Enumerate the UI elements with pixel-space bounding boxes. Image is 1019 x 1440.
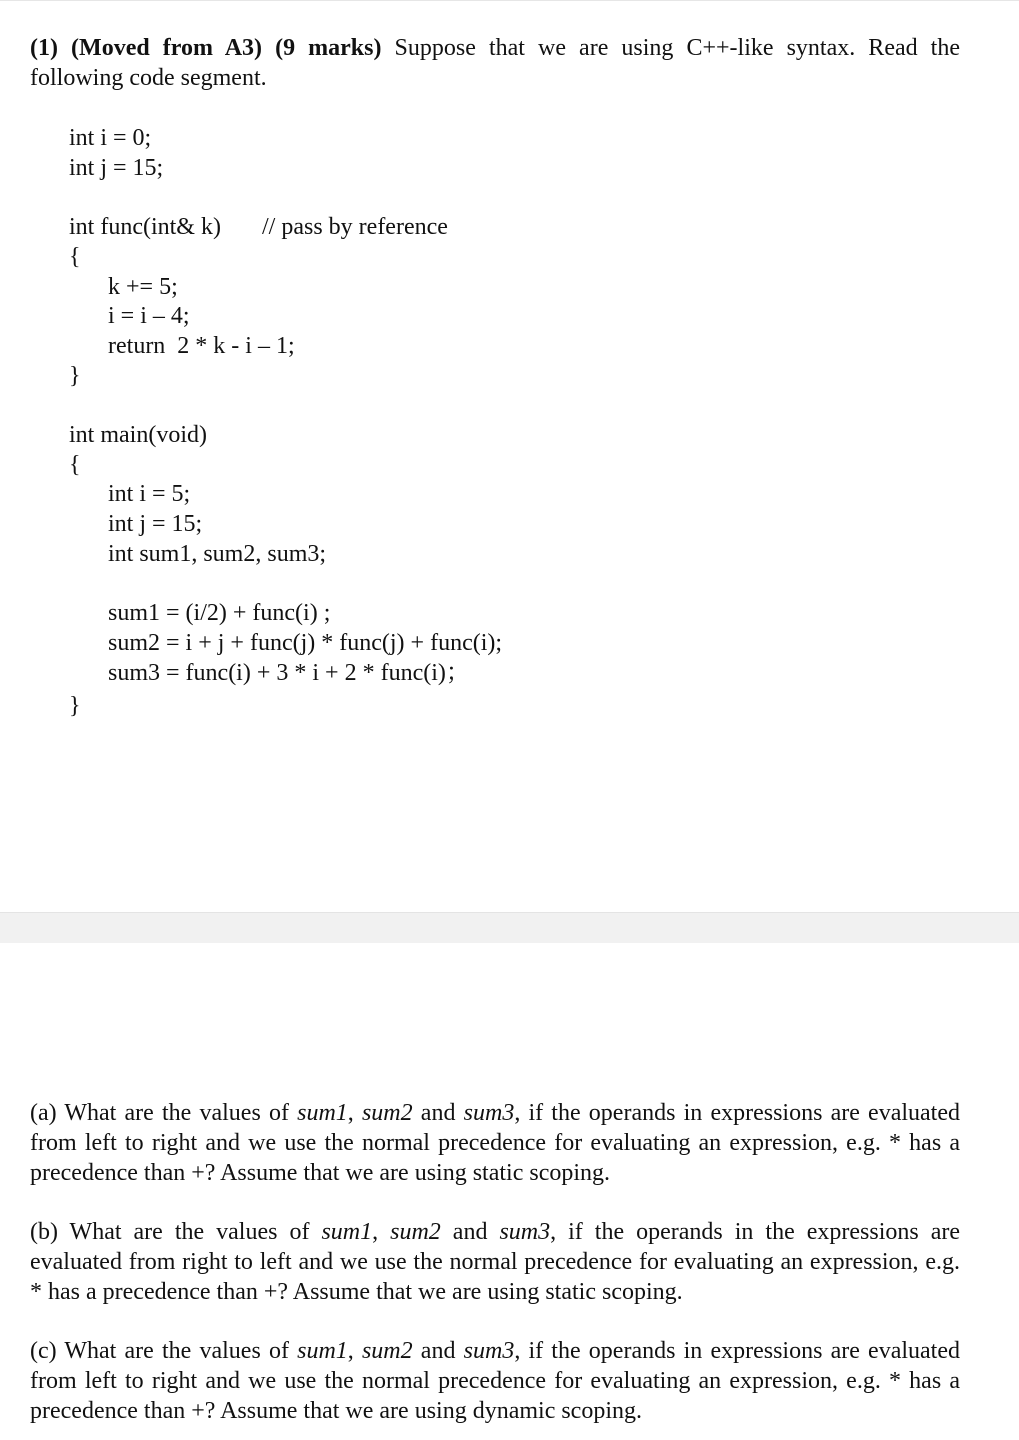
func-comment: // pass by reference [262,214,448,240]
code-line: i = i – 4; [108,303,190,329]
code-line: int i = 0; [69,125,152,151]
question-intro [30,33,960,93]
code-line: int i = 5; [108,481,191,507]
page-separator [0,912,1019,944]
code-line: return 2 * k - i – 1; [108,333,295,359]
marks-note: (9 marks) [275,35,382,61]
code-line: sum2 = i + j + func(j) * func(j) + func(i); [108,630,503,656]
code-line: { [69,452,81,478]
question-number: (1) [30,35,58,61]
main-signature: int main(void) [69,422,207,448]
code-line: { [69,244,81,270]
func-signature: int func(int& k) [69,214,221,240]
code-line: } [69,693,81,719]
code-line: int sum1, sum2, sum3; [108,541,327,567]
code-line: int j = 15; [69,155,164,181]
question-b: (b) What are the values of sum1, sum2 and sum3, if the operands in the expressions are evaluated from right to left and we use the normal precedence for evaluating an expression, e.g. * has a precedence than +? Assume that we are using static scoping. [30,1219,961,1305]
moved-note: (Moved from A3) [71,35,263,61]
page-bottom [0,943,1019,1440]
code-line: } [69,363,81,389]
code-line: sum3 = func(i) + 3 * i + 2 * func(i)； [108,660,470,686]
code-line: sum1 = (i/2) + func(i) ; [108,600,331,626]
question-c: (c) What are the values of sum1, sum2 and sum3, if the operands in expressions are evaluated from left to right and we use the normal precedence for evaluating an expression, e.g. * has a precedence than +? Assume that we are using dynamic scoping. [30,1338,961,1424]
intro-text: Suppose that we are using C++-like syntax. Read the following code segment. [30,35,961,91]
question-a: (a) What are the values of sum1, sum2 and sum3, if the operands in expressions are evaluated from left to right and we use the normal precedence for evaluating an expression, e.g. * has a precedence than +? Assume that we are using static scoping. [30,1100,961,1186]
code-line: int j = 15; [108,511,203,537]
code-line: k += 5; [108,274,178,300]
